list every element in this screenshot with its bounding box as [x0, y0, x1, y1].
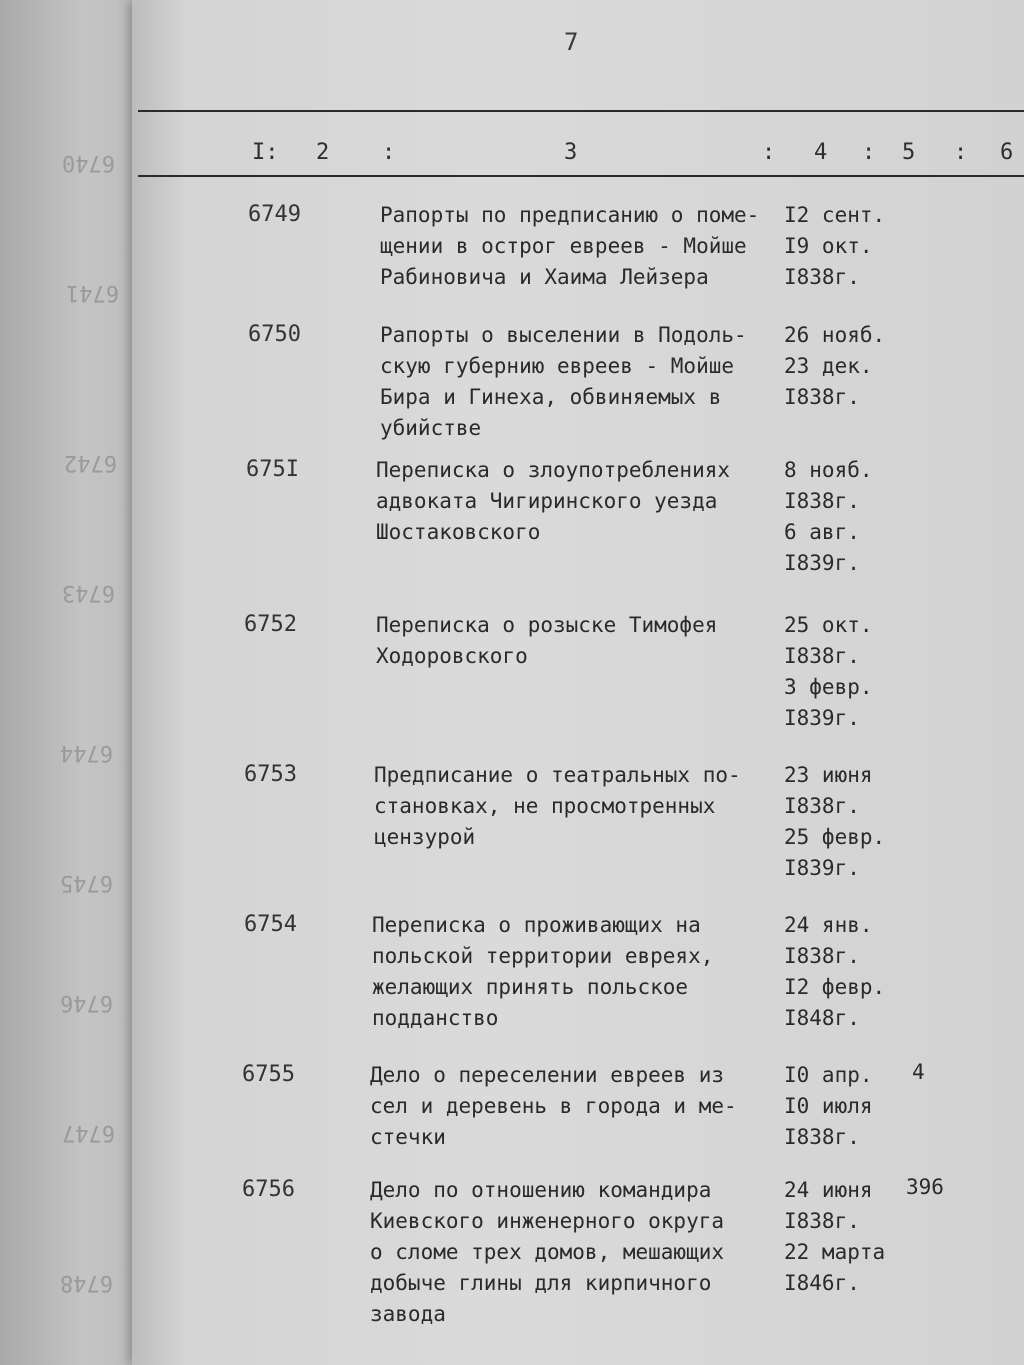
header-separator: :	[382, 140, 396, 165]
header-col4: 4	[814, 140, 828, 165]
file-date-line: I839г.	[784, 706, 860, 730]
file-date-line: I838г.	[784, 265, 860, 289]
file-title-line: Переписка о проживающих на	[372, 913, 701, 937]
file-date-line: 25 февр.	[784, 825, 886, 849]
file-dates	[784, 910, 885, 1034]
file-date-line: 23 дек.	[784, 354, 873, 378]
file-date-line: I2 февр.	[784, 975, 886, 999]
file-title-line: щении в острог евреев - Мойше	[380, 234, 747, 258]
bleed-number: 6745	[60, 870, 113, 895]
file-title	[380, 200, 780, 293]
file-dates	[784, 455, 873, 579]
file-date-line: I838г.	[784, 1125, 860, 1149]
bleed-number: 6743	[62, 580, 115, 605]
file-title-line: адвоката Чигиринского уезда	[376, 489, 718, 513]
file-title-line: завода	[370, 1302, 446, 1326]
file-date-line: I9 окт.	[784, 234, 873, 258]
file-number: 6756	[242, 1177, 295, 1202]
file-title-line: скую губернию евреев - Мойше	[380, 354, 735, 378]
previous-page-edge	[0, 0, 140, 1365]
file-title-line: желающих принять польское	[372, 975, 689, 999]
file-date-line: 23 июня	[784, 763, 873, 787]
file-title	[374, 760, 774, 853]
file-title-line: подданство	[372, 1006, 499, 1030]
bleed-number: 6746	[60, 990, 113, 1015]
file-title-line: о сломе трех домов, мешающих	[370, 1240, 725, 1264]
file-number: 6753	[244, 762, 297, 787]
header-col3: 3	[564, 140, 578, 165]
file-date-line: I839г.	[784, 551, 860, 575]
header-col2: 2	[316, 140, 330, 165]
file-title-line: Бира и Гинеха, обвиняемых в	[380, 385, 722, 409]
header-col1: I:	[252, 140, 279, 165]
file-number: 6750	[248, 322, 301, 347]
file-date-line: 3 февр.	[784, 675, 873, 699]
file-date-line: I839г.	[784, 856, 860, 880]
file-dates	[784, 1175, 885, 1299]
file-title-line: Переписка о злоупотреблениях	[376, 458, 731, 482]
file-title-line: цензурой	[374, 825, 476, 849]
file-title	[376, 455, 776, 548]
file-date-line: I2 сент.	[784, 203, 886, 227]
file-title-line: Предписание о театральных по-	[374, 763, 741, 787]
file-number: 6755	[242, 1062, 295, 1087]
header-bottom-rule	[138, 175, 1024, 177]
file-date-line: I0 апр.	[784, 1063, 873, 1087]
header-separator: :	[862, 140, 876, 165]
file-date-line: 24 июня	[784, 1178, 873, 1202]
file-date-line: I838г.	[784, 794, 860, 818]
bleed-number: 6742	[64, 450, 117, 475]
file-date-line: 26 нояб.	[784, 323, 886, 347]
sheet-count: 4	[912, 1060, 925, 1084]
file-date-line: I838г.	[784, 1209, 860, 1233]
file-title-line: Рапорты о выселении в Подоль-	[380, 323, 747, 347]
file-title-line: становках, не просмотренных	[374, 794, 716, 818]
file-title-line: сел и деревень в города и ме-	[370, 1094, 737, 1118]
file-dates	[784, 760, 885, 884]
page-number: 7	[564, 28, 579, 56]
file-dates	[784, 610, 873, 734]
file-title	[376, 610, 776, 672]
file-date-line: 25 окт.	[784, 613, 873, 637]
file-title-line: Дело о переселении евреев из	[370, 1063, 725, 1087]
bleed-number: 6741	[66, 280, 119, 305]
file-title-line: Дело по отношению командира	[370, 1178, 712, 1202]
bleed-number: 6748	[60, 1270, 113, 1295]
bleed-number: 6740	[62, 150, 115, 175]
file-number: 6754	[244, 912, 297, 937]
header-col6: 6	[1000, 140, 1014, 165]
file-date-line: I848г.	[784, 1006, 860, 1030]
sheet-count: 396	[906, 1175, 944, 1199]
file-title-line: Шостаковского	[376, 520, 541, 544]
file-title-line: Ходоровского	[376, 644, 528, 668]
file-title-line: Рабиновича и Хаима Лейзера	[380, 265, 709, 289]
file-date-line: I0 июля	[784, 1094, 873, 1118]
header-col5: 5	[902, 140, 916, 165]
file-title-line: Киевского инженерного округа	[370, 1209, 725, 1233]
file-date-line: 6 авг.	[784, 520, 860, 544]
file-title-line: польской территории евреях,	[372, 944, 714, 968]
file-number: 6752	[244, 612, 297, 637]
header-separator: :	[954, 140, 968, 165]
bleed-number: 6744	[60, 740, 113, 765]
file-title	[370, 1175, 770, 1330]
header-separator: :	[762, 140, 776, 165]
file-title	[380, 320, 780, 444]
file-title-line: стечки	[370, 1125, 446, 1149]
bleed-number: 6747	[62, 1120, 115, 1145]
file-date-line: 22 марта	[784, 1240, 886, 1264]
file-title	[370, 1060, 770, 1153]
file-dates	[784, 200, 885, 293]
file-title-line: Рапорты по предписанию о поме-	[380, 203, 760, 227]
file-title-line: Переписка о розыске Тимофея	[376, 613, 718, 637]
file-title-line: убийстве	[380, 416, 482, 440]
file-number: 675I	[246, 457, 299, 482]
file-date-line: I838г.	[784, 944, 860, 968]
file-date-line: I838г.	[784, 644, 860, 668]
file-date-line: I838г.	[784, 489, 860, 513]
file-dates	[784, 1060, 873, 1153]
file-title	[372, 910, 772, 1034]
file-date-line: 8 нояб.	[784, 458, 873, 482]
file-date-line: I838г.	[784, 385, 860, 409]
header-top-rule	[138, 110, 1024, 112]
file-dates	[784, 320, 885, 413]
file-number: 6749	[248, 202, 301, 227]
file-title-line: добыче глины для кирпичного	[370, 1271, 712, 1295]
file-date-line: 24 янв.	[784, 913, 873, 937]
file-date-line: I846г.	[784, 1271, 860, 1295]
